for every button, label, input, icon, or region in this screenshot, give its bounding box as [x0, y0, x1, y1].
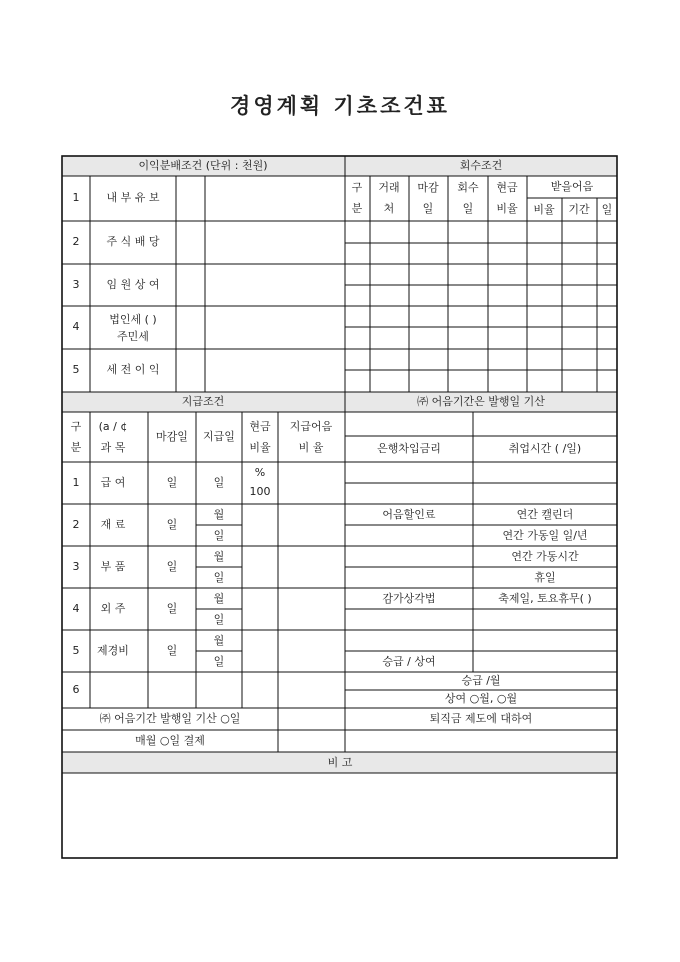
- pay-row-subject: 급 여: [100, 476, 126, 489]
- pay-col-gubun: 구: [70, 420, 82, 433]
- retirement-label: 퇴직금 제도에 대하여: [429, 712, 533, 725]
- col-bill-day: 일: [601, 203, 613, 216]
- col-bill: 받을어음: [550, 180, 594, 193]
- profit-row-no: 3: [72, 278, 80, 291]
- pay-row-subject: 외 주: [100, 602, 126, 615]
- annual-calendar-label: 연간 캘린더: [516, 508, 574, 521]
- profit-row-no: 1: [72, 191, 80, 204]
- col-client: 처: [383, 202, 395, 215]
- pay-row-day: 일: [213, 529, 225, 542]
- holidays-label: 휴일: [534, 571, 556, 584]
- raise-bonus-label: 승급 / 상여: [382, 655, 436, 668]
- pay-row-day: 일: [213, 571, 225, 584]
- pay-row-no: 5: [72, 644, 80, 657]
- pay-row-month: 월: [213, 508, 225, 521]
- col-gubun: 구: [351, 181, 363, 194]
- pay-row-cutoff: 일: [166, 560, 178, 573]
- pay-col-cash: 비율: [249, 441, 271, 454]
- pay-row-cutoff: 일: [166, 644, 178, 657]
- pay-col-subject: (a / ¢: [98, 420, 128, 433]
- work-hours-label: 취업시간 ( /일): [508, 442, 582, 455]
- pay-row-subject: 부 품: [100, 560, 126, 573]
- pay-row-month: 월: [213, 550, 225, 563]
- profit-row-label: 임 원 상 여: [106, 278, 160, 291]
- bill-discount-label: 어음할인료: [382, 508, 436, 521]
- profit-header: 이익분배조건 (단위 : 천원): [138, 159, 268, 172]
- bonus-months-label: 상여 ○월, ○월: [444, 692, 518, 705]
- pay-row-no: 2: [72, 518, 80, 531]
- col-cash-ratio: 현금: [496, 181, 518, 194]
- pay-col-cutoff: 마감일: [156, 430, 188, 443]
- pay-row-ratio: %: [254, 466, 266, 479]
- profit-row-label: 법인세 ( ): [109, 313, 157, 326]
- col-collect-day: 일: [462, 202, 474, 215]
- collection-header: 회수조건: [459, 159, 503, 172]
- pay-row-cutoff: 일: [166, 476, 178, 489]
- col-client: 거래: [378, 181, 400, 194]
- raise-month-label: 승급 /월: [461, 674, 501, 687]
- remarks-header: 비 고: [327, 756, 353, 769]
- pay-col-gubun: 분: [70, 441, 82, 454]
- col-cash-ratio: 비율: [496, 202, 518, 215]
- col-collect-day: 회수: [457, 181, 479, 194]
- profit-row-label: 주민세: [117, 330, 149, 343]
- holiday-note-label: 축제일, 토요휴무( ): [498, 592, 592, 605]
- pay-row-no: 3: [72, 560, 80, 573]
- pay-row-day: 일: [213, 655, 225, 668]
- misc-header: ㈜ 어음기간은 발행일 기산: [417, 395, 545, 408]
- depreciation-label: 감가상각법: [382, 592, 436, 605]
- pay-col-bill: 지급어음: [289, 420, 333, 433]
- pay-row-subject: 재 료: [100, 518, 126, 531]
- pay-col-subject: 과 목: [100, 441, 126, 454]
- annual-working-days-label: 연간 가동일 일/년: [502, 529, 588, 542]
- profit-row-no: 5: [72, 363, 80, 376]
- profit-row-label: 내 부 유 보: [106, 191, 160, 204]
- col-bill-ratio: 비율: [533, 203, 555, 216]
- bank-rate-label: 은행차입금리: [377, 442, 441, 455]
- pay-row-cutoff: 일: [166, 602, 178, 615]
- pay-col-cash: 현금: [249, 420, 271, 433]
- pay-row-payday: 일: [213, 476, 225, 489]
- profit-row-label: 세 전 이 익: [106, 363, 160, 376]
- payment-header: 지급조건: [181, 395, 225, 408]
- col-gubun: 분: [351, 202, 363, 215]
- pay-row-no: 6: [72, 683, 80, 696]
- pay-row-ratio: 100: [249, 485, 271, 498]
- pay-row-cutoff: 일: [166, 518, 178, 531]
- col-cutoff: 마감: [417, 181, 439, 194]
- pay-row-month: 월: [213, 592, 225, 605]
- pay-col-payday: 지급일: [203, 430, 235, 443]
- col-cutoff: 일: [422, 202, 434, 215]
- profit-row-no: 2: [72, 235, 80, 248]
- pay-note-settle: 매월 ○일 결제: [135, 734, 205, 747]
- col-bill-period: 기간: [568, 203, 590, 216]
- profit-row-label: 주 식 배 당: [106, 235, 160, 248]
- pay-col-bill: 비 율: [298, 441, 324, 454]
- document-title: 경영계획 기초조건표: [230, 94, 450, 118]
- profit-row-no: 4: [72, 320, 80, 333]
- pay-row-day: 일: [213, 613, 225, 626]
- pay-row-no: 4: [72, 602, 80, 615]
- pay-row-no: 1: [72, 476, 80, 489]
- annual-working-hours-label: 연간 가동시간: [511, 550, 579, 563]
- pay-row-subject: 제경비: [97, 644, 129, 657]
- pay-row-month: 월: [213, 634, 225, 647]
- pay-note-issue: ㈜ 어음기간 발행일 기산 ○일: [99, 712, 241, 725]
